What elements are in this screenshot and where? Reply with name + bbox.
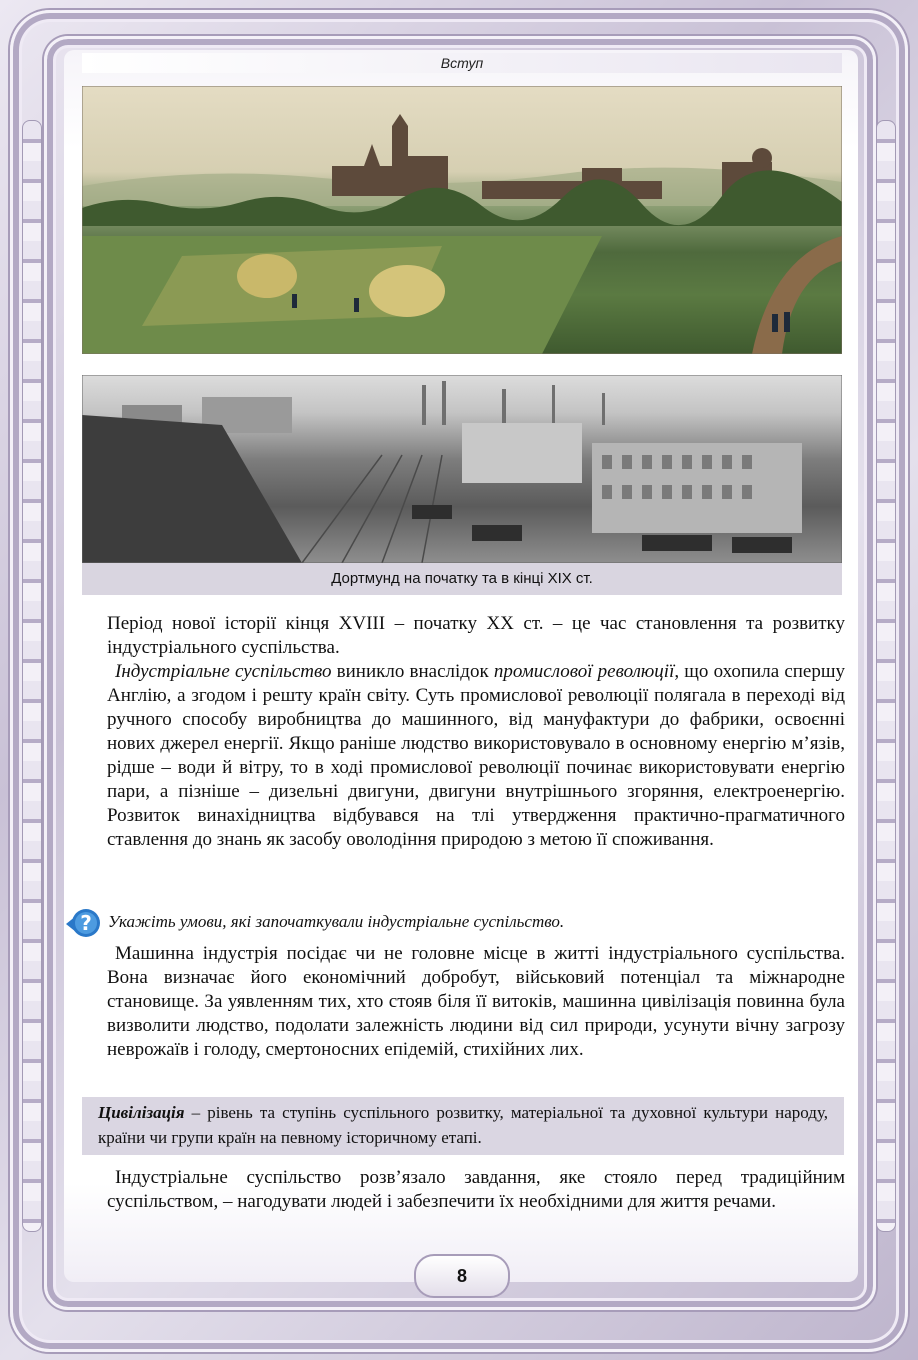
illustration-dortmund-early	[82, 86, 842, 354]
question-prompt	[64, 906, 844, 940]
paragraph-intro-text: Період нової історії кінця XVIII – початку XX ст. – це час становлення та розвитку індустріального суспільства.	[107, 613, 845, 658]
paragraph-industrial-society	[107, 660, 845, 852]
running-head: Вступ	[82, 53, 842, 73]
paragraph-industrial-society-text	[107, 660, 845, 852]
figure-caption: Дортмунд на початку та в кінці XIX ст.	[82, 563, 842, 595]
paragraph-industrial-society-rest: , що охопила спершу Англію, а згодом і решту країн світу. Суть промислової революції полягала в переході від ручного способу виробництва до машинного, від мануфактури до фабрики, освоєнні нових джерел енергії. Якщо раніше людство використовувало в основному енергію м’язів, рідше – води й вітру, то в ході промислової революції починає використовувати енергію пари, а пізніше – дизельні двигуни, двигуни внутрішнього згоряння, електроенергію. Розвиток винахідництва відбувався на тлі утвердження практично-прагматичного ставлення до знань як засобу оволодіння природою з метою її споживання.	[107, 661, 845, 850]
question-text: Укажіть умови, які започаткували індустріальне суспільство.	[108, 912, 565, 931]
paragraph-conclusion-text: Індустріальне суспільство розв’язало завдання, яке стояло перед традиційним суспільством, – нагодувати людей і забезпечити їх необхідними для життя речами.	[107, 1167, 845, 1212]
frame-column-right	[876, 120, 896, 1232]
frame-column-left	[22, 120, 42, 1232]
paragraph-conclusion	[107, 1166, 845, 1214]
term-industrial-society: Індустріальне суспільство	[115, 661, 332, 682]
paragraph-intro	[107, 612, 845, 660]
definition-term: Цивілізація	[98, 1103, 185, 1122]
term-industrial-revolution: промислової революції	[493, 661, 675, 682]
svg-text:?: ?	[80, 911, 92, 935]
paragraph-machine-industry-text: Машинна індустрія посідає чи не головне місце в житті індустріального суспільства. Вона визначає його економічний добробут, військовий потенціал та міжнародне становище. За уявленням тих, хто стояв біля її витоків, машинна цивілізація повинна була визволити людство, подолати залежність людини від сил природи, усунути вічну загрозу неврожаїв і голоду, смертоносних епідемій, стихійних лих.	[107, 943, 845, 1060]
paragraph-machine-industry	[107, 942, 845, 1062]
question-mark-icon	[64, 906, 104, 940]
definition-body: – рівень та ступінь суспільного розвитку, матеріальної та духовної культури народу, країни чи групи країн на певному історичному етапі.	[98, 1103, 828, 1147]
definition-civilization	[98, 1100, 828, 1150]
page-number: 8	[414, 1254, 510, 1298]
photo-dortmund-late	[82, 375, 842, 563]
paragraph-connector: виникло внаслідок	[331, 661, 494, 682]
